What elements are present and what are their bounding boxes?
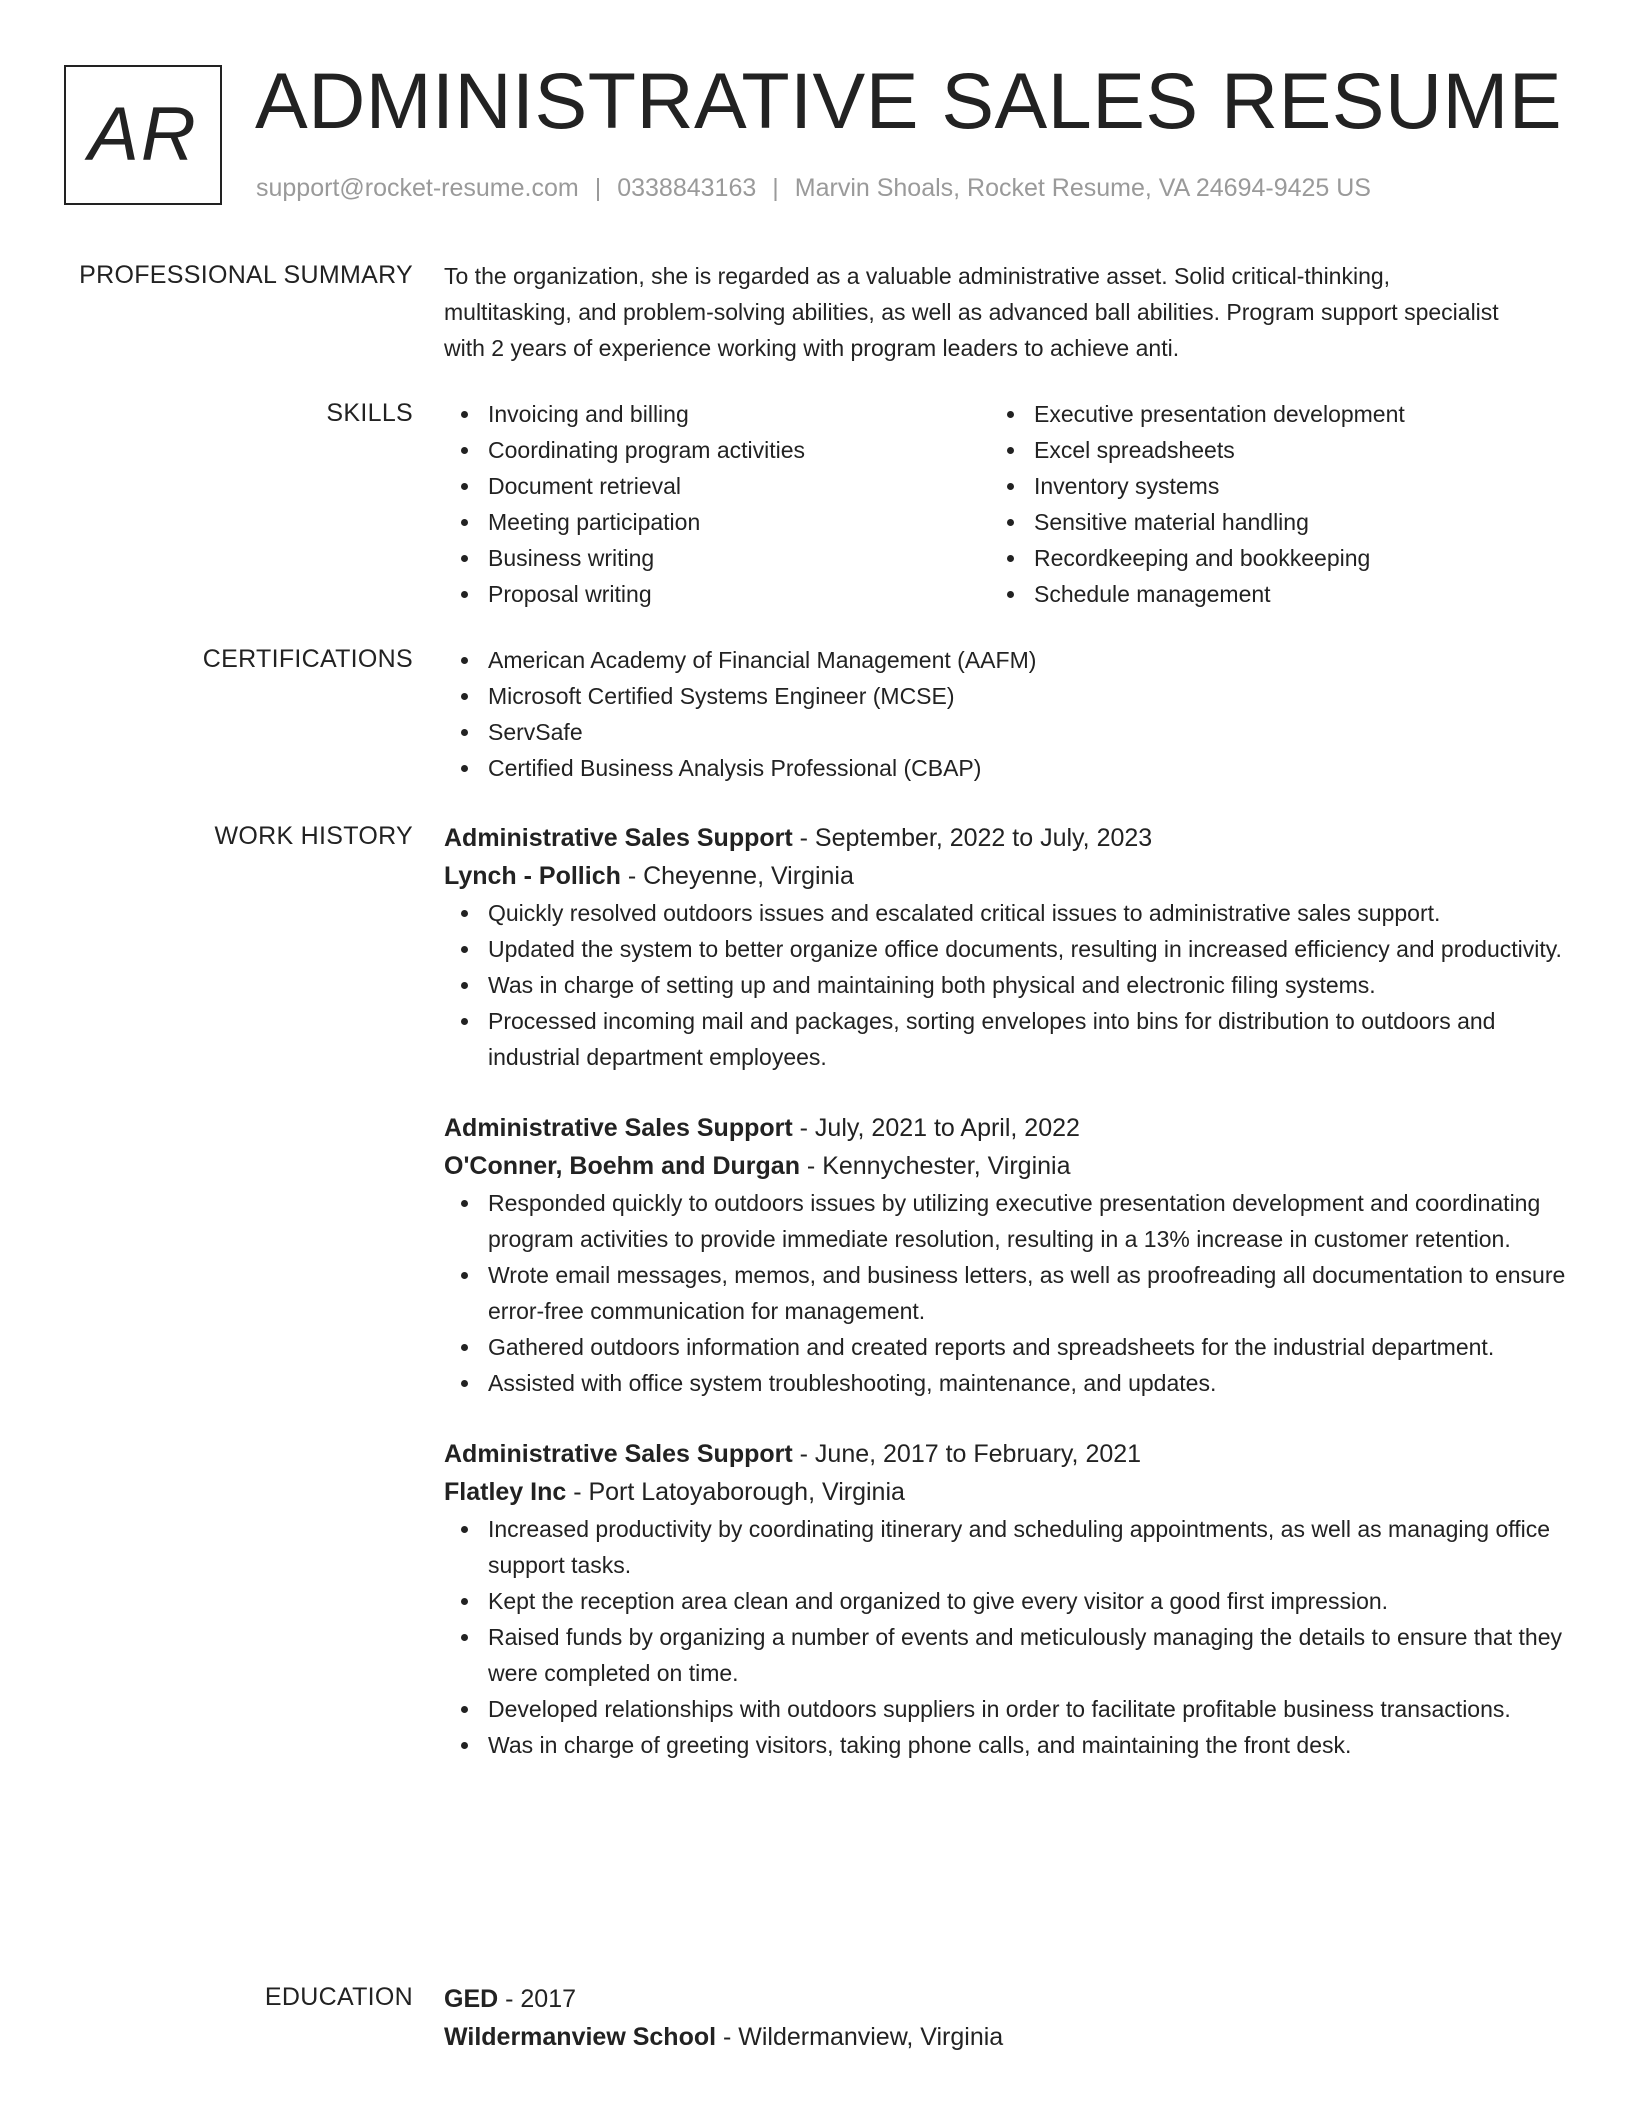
skill-item: Document retrieval bbox=[444, 468, 990, 504]
education-location: - Wildermanview, Virginia bbox=[716, 2023, 1004, 2051]
work-history-body bbox=[444, 819, 1566, 1763]
skills-heading: SKILLS bbox=[326, 399, 413, 427]
job-location: - Kennychester, Virginia bbox=[799, 1152, 1071, 1180]
job-bullet: Updated the system to better organize office documents, resulting in increased efficiency and productivity. bbox=[444, 931, 1588, 967]
education-heading: EDUCATION bbox=[264, 1983, 413, 2011]
job-bullet: Processed incoming mail and packages, sorting envelopes into bins for distribution to outdoors and industrial department employees. bbox=[444, 1003, 1588, 1075]
job-company: Lynch - Pollich bbox=[444, 862, 621, 890]
education-year: - 2017 bbox=[498, 1985, 577, 2013]
job-bullet: Was in charge of greeting visitors, taking phone calls, and maintaining the front desk. bbox=[444, 1727, 1588, 1763]
contact-separator: | bbox=[594, 174, 602, 202]
page-title: ADMINISTRATIVE SALES RESUME bbox=[255, 56, 1563, 145]
skill-item: Recordkeeping and bookkeeping bbox=[990, 540, 1536, 576]
certification-item: Microsoft Certified Systems Engineer (MCSE) bbox=[444, 678, 1544, 714]
skills-list-left bbox=[444, 396, 990, 612]
skill-item: Sensitive material handling bbox=[990, 504, 1536, 540]
job-entry bbox=[444, 819, 1562, 1075]
work-history-heading: WORK HISTORY bbox=[214, 822, 413, 850]
certifications-list bbox=[444, 642, 1544, 786]
summary-body bbox=[444, 258, 1544, 366]
skill-item: Invoicing and billing bbox=[444, 396, 990, 432]
job-company-line bbox=[444, 1473, 1544, 1511]
summary-text: To the organization, she is regarded as a valuable administrative asset. Solid critical-thinking, multitasking, and problem-solving abilities, as well as advanced ball abilities. Program support specialist with 2 years of experience working with program leaders to achieve anti. bbox=[444, 263, 1499, 361]
job-bullet: Wrote email messages, memos, and business letters, as well as proofreading all documentation to ensure error-free communication for management. bbox=[444, 1257, 1588, 1329]
job-dates: - July, 2021 to April, 2022 bbox=[792, 1114, 1080, 1142]
contact-separator: | bbox=[772, 174, 779, 202]
education-body bbox=[444, 1980, 1544, 2056]
job-location: - Port Latoyaborough, Virginia bbox=[566, 1478, 905, 1506]
education-degree-line bbox=[444, 1980, 1544, 2018]
education-school: Wildermanview School bbox=[444, 2023, 717, 2051]
skill-item: Proposal writing bbox=[444, 576, 990, 612]
skill-item: Excel spreadsheets bbox=[990, 432, 1536, 468]
certification-item: ServSafe bbox=[444, 714, 1544, 750]
skills-list-right bbox=[990, 396, 1536, 612]
certifications-body bbox=[444, 642, 1544, 786]
education-degree: GED bbox=[444, 1985, 499, 2013]
contact-line bbox=[256, 173, 1371, 203]
skill-item: Business writing bbox=[444, 540, 990, 576]
skill-item: Coordinating program activities bbox=[444, 432, 990, 468]
job-bullet: Responded quickly to outdoors issues by utilizing executive presentation development and coordinating program activities to provide immediate resolution, resulting in a 13% increase in customer retention. bbox=[444, 1185, 1588, 1257]
job-bullet: Assisted with office system troubleshooting, maintenance, and updates. bbox=[444, 1365, 1588, 1401]
job-dates: - June, 2017 to February, 2021 bbox=[792, 1440, 1142, 1468]
monogram-box bbox=[64, 65, 222, 205]
contact-address: Marvin Shoals, Rocket Resume, VA 24694-9425 US bbox=[794, 174, 1371, 202]
job-bullet: Increased productivity by coordinating itinerary and scheduling appointments, as well as managing office support tasks. bbox=[444, 1511, 1588, 1583]
job-dates: - September, 2022 to July, 2023 bbox=[792, 824, 1153, 852]
skill-item: Schedule management bbox=[990, 576, 1536, 612]
summary-heading: PROFESSIONAL SUMMARY bbox=[79, 261, 413, 289]
job-title: Administrative Sales Support bbox=[444, 1440, 793, 1468]
job-bullet: Kept the reception area clean and organized to give every visitor a good first impression. bbox=[444, 1583, 1588, 1619]
job-bullet: Developed relationships with outdoors suppliers in order to facilitate profitable business transactions. bbox=[444, 1691, 1588, 1727]
job-title: Administrative Sales Support bbox=[444, 1114, 793, 1142]
job-title-line bbox=[444, 1109, 1544, 1147]
job-entry bbox=[444, 1109, 1566, 1401]
education-school-line bbox=[444, 2018, 1544, 2056]
skill-item: Executive presentation development bbox=[990, 396, 1536, 432]
job-company: O'Conner, Boehm and Durgan bbox=[444, 1152, 800, 1180]
certifications-heading: CERTIFICATIONS bbox=[202, 645, 413, 673]
job-bullet-list bbox=[444, 1511, 1562, 1763]
job-bullet-list bbox=[444, 1185, 1566, 1401]
skill-item: Meeting participation bbox=[444, 504, 990, 540]
skill-item: Inventory systems bbox=[990, 468, 1536, 504]
certification-item: Certified Business Analysis Professional (CBAP) bbox=[444, 750, 1544, 786]
job-bullet-list bbox=[444, 895, 1562, 1075]
job-bullet: Gathered outdoors information and created reports and spreadsheets for the industrial department. bbox=[444, 1329, 1588, 1365]
skills-body bbox=[444, 396, 1544, 612]
job-title-line bbox=[444, 1435, 1544, 1473]
job-company: Flatley Inc bbox=[444, 1478, 567, 1506]
contact-phone[interactable]: 0338843163 bbox=[617, 174, 757, 202]
job-title: Administrative Sales Support bbox=[444, 824, 793, 852]
monogram-initials: AR bbox=[88, 92, 198, 177]
job-location: - Cheyenne, Virginia bbox=[620, 862, 854, 890]
job-bullet: Quickly resolved outdoors issues and escalated critical issues to administrative sales support. bbox=[444, 895, 1588, 931]
job-company-line bbox=[444, 857, 1544, 895]
job-entry bbox=[444, 1435, 1562, 1763]
contact-email[interactable]: support@rocket-resume.com bbox=[256, 174, 579, 202]
certification-item: American Academy of Financial Management (AAFM) bbox=[444, 642, 1544, 678]
job-bullet: Was in charge of setting up and maintaining both physical and electronic filing systems. bbox=[444, 967, 1588, 1003]
job-title-line bbox=[444, 819, 1544, 857]
job-bullet: Raised funds by organizing a number of events and meticulously managing the details to ensure that they were completed on time. bbox=[444, 1619, 1588, 1691]
job-company-line bbox=[444, 1147, 1544, 1185]
